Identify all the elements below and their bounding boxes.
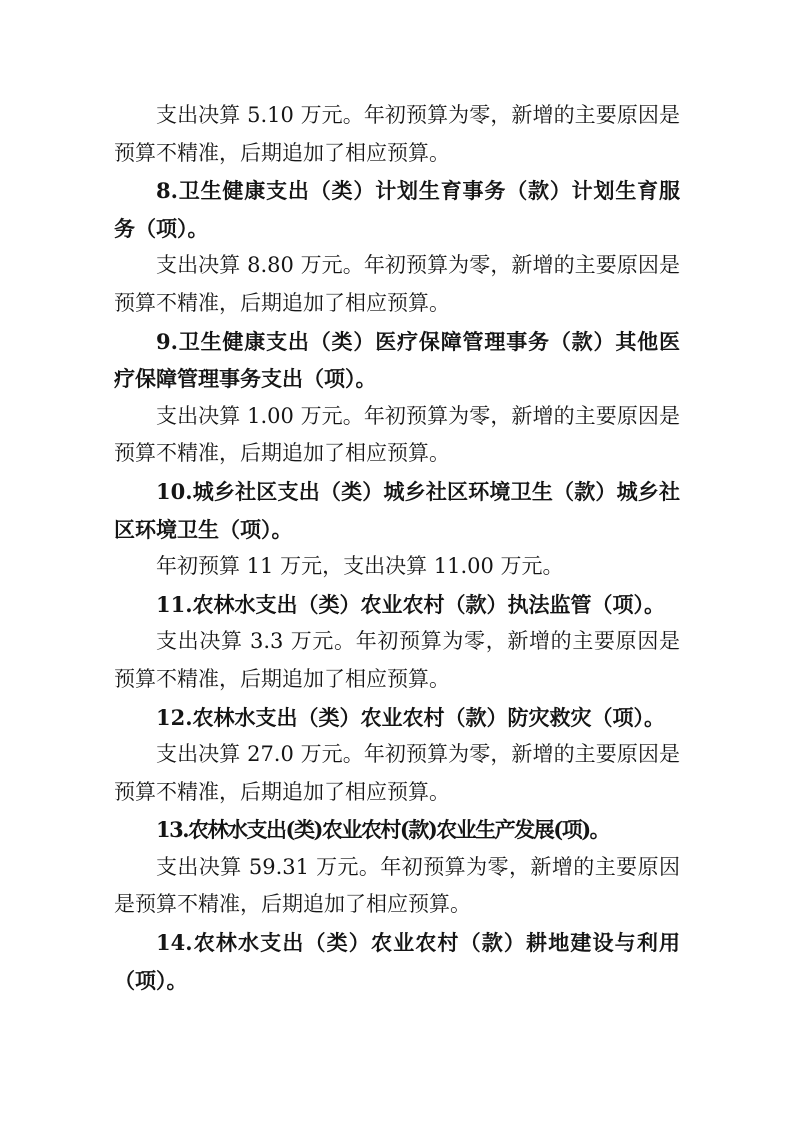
body-paragraph: 支出决算 3.3 万元。年初预算为零，新增的主要原因是预算不精准，后期追加了相应预算。 (114, 629, 680, 691)
body-paragraph: 支出决算 1.00 万元。年初预算为零，新增的主要原因是预算不精准，后期追加了相应预算。 (114, 403, 680, 466)
body-paragraph: 支出决算 5.10 万元。年初预算为零，新增的主要原因是预算不精准，后期追加了相应预算。 (114, 103, 680, 165)
section-heading: 13.农林水支出(类)农业农村(款)农业生产发展(项)。 (156, 817, 610, 843)
section-heading: 12.农林水支出（类）农业农村（款）防灾救灾（项）。 (156, 704, 666, 730)
body-paragraph: 支出决算 8.80 万元。年初预算为零，新增的主要原因是预算不精准，后期追加了相应预算。 (114, 253, 680, 315)
section-heading: 14.农林水支出（类）农业农村（款）耕地建设与利用（项）。 (114, 930, 680, 993)
section-heading: 8.卫生健康支出（类）计划生育事务（款）计划生育服务（项）。 (114, 178, 680, 241)
section-heading: 9.卫生健康支出（类）医疗保障管理事务（款）其他医疗保障管理事务支出（项）。 (114, 328, 680, 392)
section-heading: 10.城乡社区支出（类）城乡社区环境卫生（款）城乡社区环境卫生（项）。 (114, 478, 680, 542)
body-paragraph: 年初预算 11 万元，支出决算 11.00 万元。 (156, 554, 564, 579)
body-paragraph: 支出决算 27.0 万元。年初预算为零，新增的主要原因是预算不精准，后期追加了相应预算。 (114, 742, 680, 804)
body-paragraph: 支出决算 59.31 万元。年初预算为零，新增的主要原因是预算不精准，后期追加了相应预算。 (114, 854, 680, 917)
section-heading: 11.农林水支出（类）农业农村（款）执法监管（项）。 (156, 591, 666, 617)
